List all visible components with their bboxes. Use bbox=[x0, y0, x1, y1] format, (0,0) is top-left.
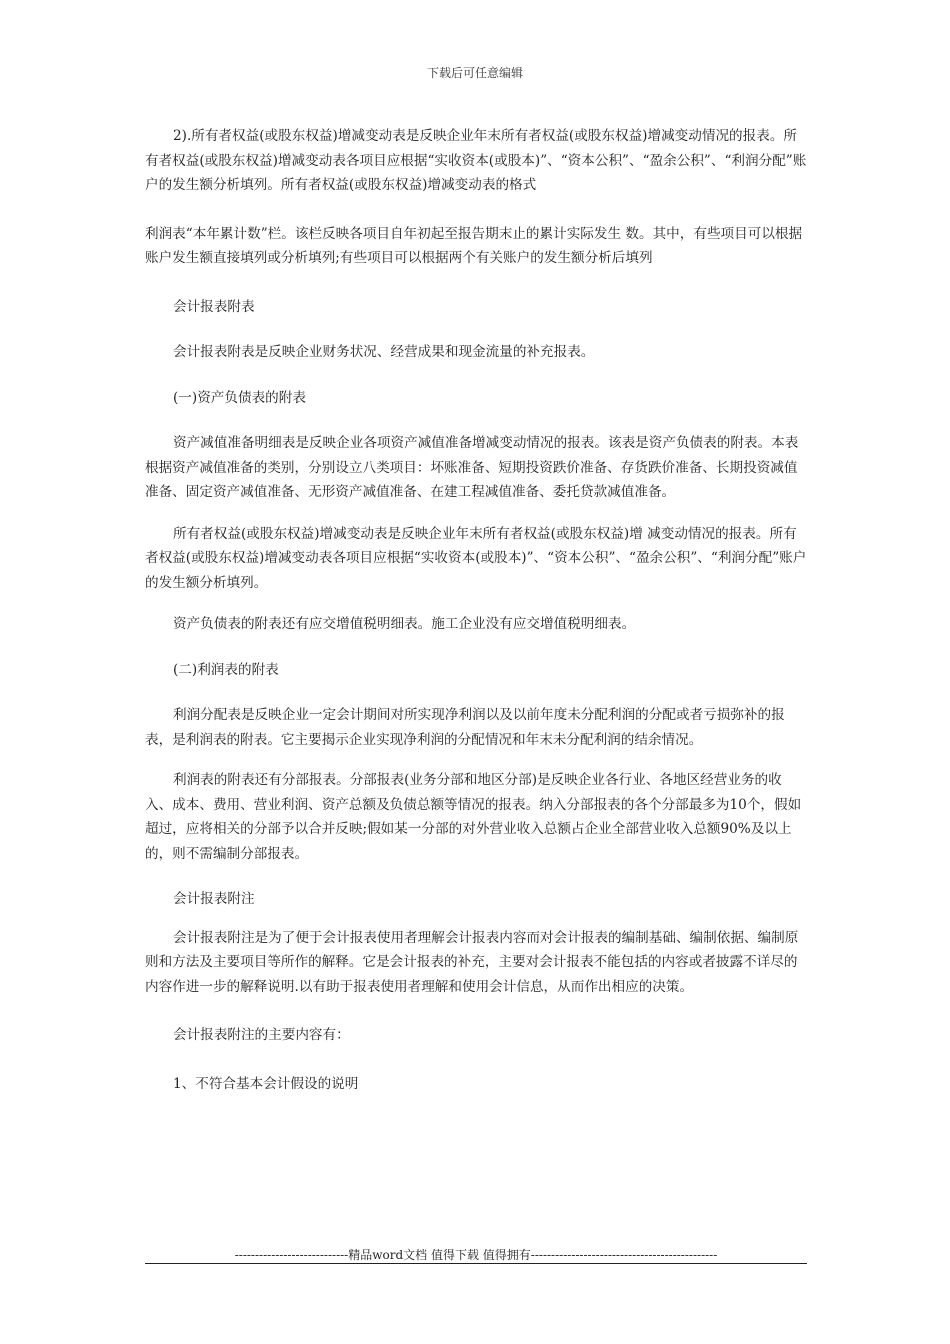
heading-balance-sheet-schedules: (一)资产负债表的附表 bbox=[173, 389, 306, 406]
paragraph-impairment-provision: 资产减值准备明细表是反映企业各项资产减值准备增减变动情况的报表。该表是资产负债表的附表。本表根据资产减值准备的类别，分别设立八类项目：坏账准备、短期投资跌价准备、存货跌价准备、长期投资减值准备、固定资产减值准备、无形资产减值准备、在建工程减值准备、委托贷款减值准备。 bbox=[145, 435, 799, 500]
page-footer: ----------------------------精品word文档 值得下载 值得拥有---------------------------------------------- bbox=[234, 1248, 718, 1262]
document-body bbox=[145, 124, 807, 1096]
footer-divider bbox=[145, 1263, 807, 1264]
paragraph-income-statement-cumulative: 利润表“本年累计数”栏。该栏反映各项目自年初起至报告期末止的累计实际发生 数。其中，有些项目可以根据账户发生额直接填列或分析填列;有些项目可以根据两个有关账户的发生额分析后填列 bbox=[145, 225, 803, 266]
paragraph-segment-report: 利润表的附表还有分部报表。分部报表(业务分部和地区分部)是反映企业各行业、各地区经营业务的收入、成本、费用、营业利润、资产总额及负债总额等情况的报表。纳入分部报表的各个分部最多为10个，假如超过，应将相关的分部予以合并反映;假如某一分部的对外营业收入总额占企业全部营业收入总额90%及以上的，则不需编制分部报表。 bbox=[145, 772, 802, 862]
paragraph-equity-change-repeat: 所有者权益(或股东权益)增减变动表是反映企业年末所有者权益(或股东权益)增 减变动情况的报表。所有者权益(或股东权益)增减变动表各项目应根据“实收资本(或股本)”、“资本公积”、“盈余公积”、“利润分配”账户的发生额分析填列。 bbox=[145, 525, 807, 591]
heading-notes-to-statements: 会计报表附注 bbox=[173, 891, 255, 907]
paragraph-supplementary-definition: 会计报表附表是反映企业财务状况、经营成果和现金流量的补充报表。 bbox=[173, 344, 595, 360]
paragraph-notes-main-contents: 会计报表附注的主要内容有： bbox=[173, 1027, 350, 1043]
heading-income-statement-schedules: (二)利润表的附表 bbox=[173, 661, 279, 678]
list-item-1: 1、不符合基本会计假设的说明 bbox=[173, 1075, 359, 1092]
paragraph-profit-distribution: 利润分配表是反映企业一定会计期间对所实现净利润以及以前年度未分配利润的分配或者亏损弥补的报表，是利润表的附表。它主要揭示企业实现净利润的分配情况和年末未分配利润的结余情况。 bbox=[145, 707, 785, 748]
paragraph-equity-change-statement: 2).所有者权益(或股东权益)增减变动表是反映企业年末所有者权益(或股东权益)增减变动情况的报表。所有者权益(或股东权益)增减变动表各项目应根据“实收资本(或股本)”、“资本公积”、“盈余公积”、“利润分配”账户的发生额分析填列。所有者权益(或股东权益)增减变动表的格式 bbox=[145, 128, 807, 193]
paragraph-vat-schedule: 资产负债表的附表还有应交增值税明细表。施工企业没有应交增值税明细表。 bbox=[173, 616, 636, 632]
page-header: 下载后可任意编辑 bbox=[426, 66, 523, 80]
heading-supplementary-statements: 会计报表附表 bbox=[173, 298, 255, 315]
paragraph-notes-definition: 会计报表附注是为了便于会计报表使用者理解会计报表内容而对会计报表的编制基础、编制依据、编制原则和方法及主要项目等所作的解释。它是会计报表的补充，主要对会计报表不能包括的内容或者披露不详尽的内容作进一步的解释说明.以有助于报表使用者理解和使用会计信息，从而作出相应的决策。 bbox=[145, 929, 799, 995]
